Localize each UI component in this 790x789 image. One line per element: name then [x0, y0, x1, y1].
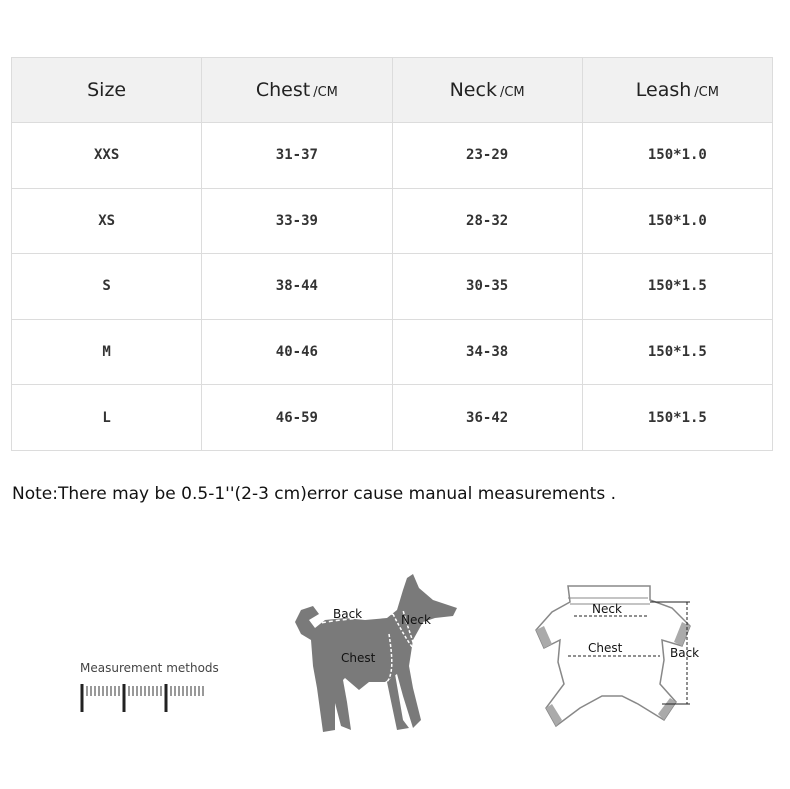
dog-neck-label: Neck	[401, 613, 431, 627]
table-row	[12, 188, 773, 254]
cell-leash: 150*1.5	[582, 385, 772, 451]
garment-chest-label: Chest	[588, 641, 623, 655]
dog-back-label: Back	[333, 607, 363, 621]
dog-chest-label: Chest	[341, 651, 376, 665]
header-neck	[392, 58, 582, 123]
header-label: Neck	[449, 79, 497, 101]
garment-back-label: Back	[670, 646, 700, 660]
cell-chest: 40-46	[202, 319, 392, 385]
header-unit: /CM	[694, 85, 719, 100]
table-row	[12, 254, 773, 320]
size-chart-table	[11, 57, 773, 451]
table-row	[12, 385, 773, 451]
cell-neck: 34-38	[392, 319, 582, 385]
dog-diagram	[285, 570, 470, 740]
cell-size: XS	[12, 188, 202, 254]
cell-chest: 33-39	[202, 188, 392, 254]
cell-size: L	[12, 385, 202, 451]
cell-chest: 46-59	[202, 385, 392, 451]
measurement-methods	[80, 661, 230, 675]
cell-chest: 38-44	[202, 254, 392, 320]
table-row	[12, 319, 773, 385]
table-row	[12, 123, 773, 189]
garment-neck-label: Neck	[592, 602, 622, 616]
cell-neck: 36-42	[392, 385, 582, 451]
header-unit: /CM	[499, 85, 525, 100]
header-size	[12, 58, 202, 123]
cell-neck: 23-29	[392, 123, 582, 189]
cell-leash: 150*1.5	[582, 254, 772, 320]
header-label: Leash	[635, 79, 692, 101]
cell-neck: 30-35	[392, 254, 582, 320]
cell-size: M	[12, 319, 202, 385]
dog-silhouette-icon	[295, 574, 457, 732]
cell-leash: 150*1.0	[582, 123, 772, 189]
cell-leash: 150*1.0	[582, 188, 772, 254]
cell-neck: 28-32	[392, 188, 582, 254]
table-header-row	[12, 58, 773, 123]
ruler-icon	[78, 682, 213, 714]
cell-size: XXS	[12, 123, 202, 189]
header-leash	[582, 58, 772, 123]
header-label: Chest	[255, 79, 311, 101]
cell-leash: 150*1.5	[582, 319, 772, 385]
cell-size: S	[12, 254, 202, 320]
cell-chest: 31-37	[202, 123, 392, 189]
header-chest	[202, 58, 392, 123]
header-label: Size	[87, 79, 127, 101]
measurement-methods-label: Measurement methods	[80, 661, 219, 675]
garment-diagram	[530, 580, 705, 735]
header-unit: /CM	[313, 85, 338, 100]
measurement-note: Note:There may be 0.5-1''(2-3 cm)error cause manual measurements .	[12, 484, 616, 504]
